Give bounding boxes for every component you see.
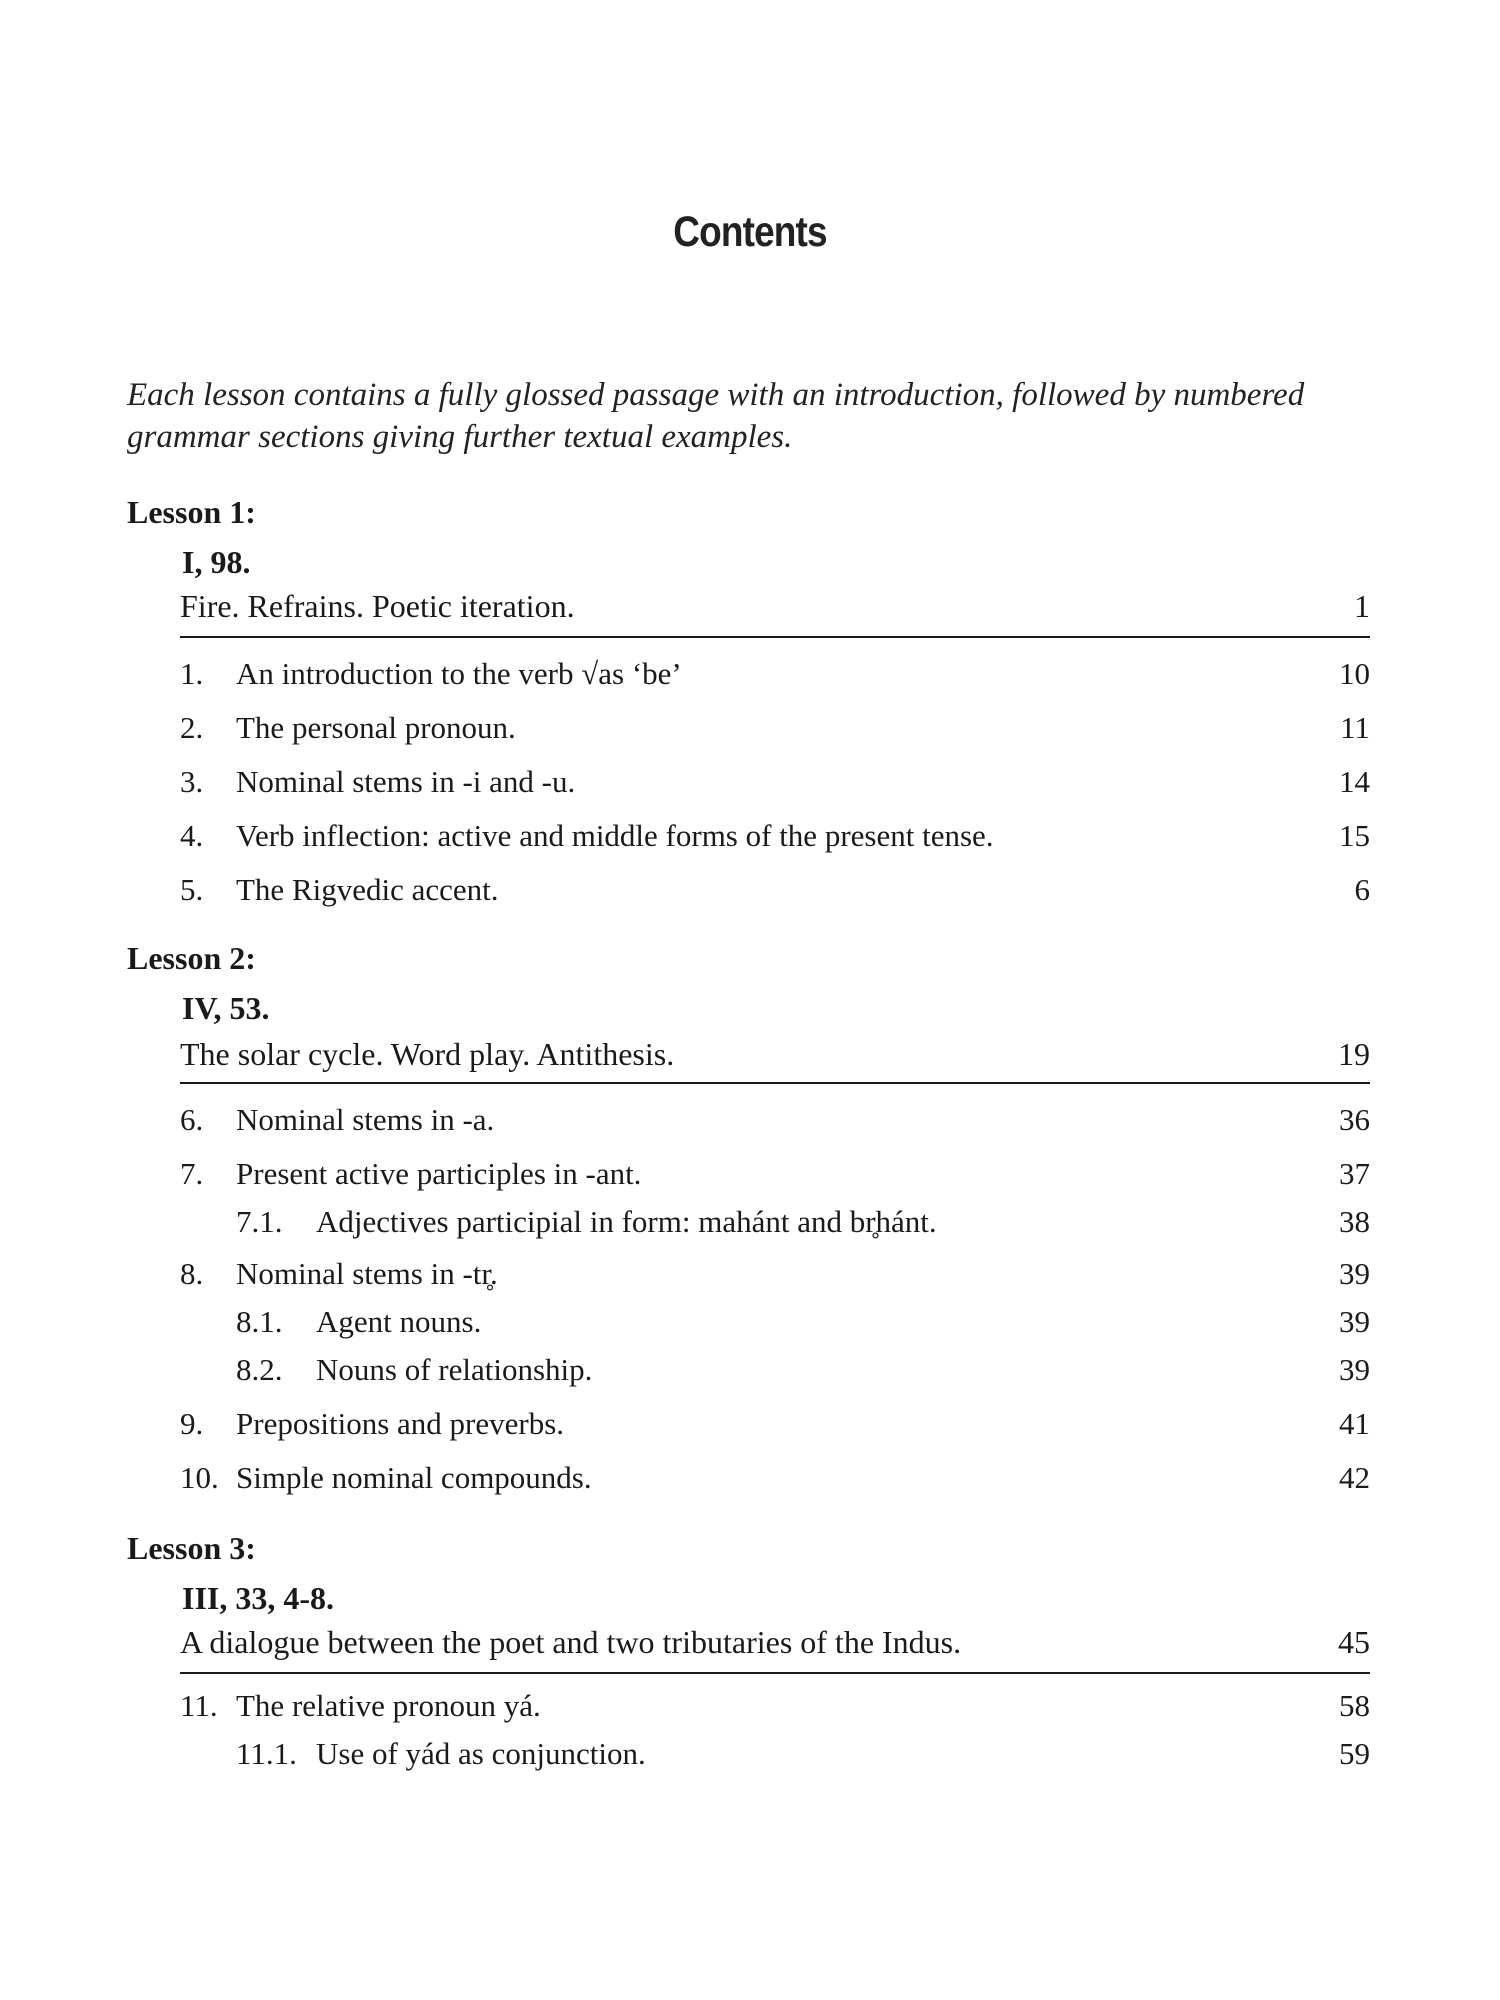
toc-entry-title: Verb inflection: active and middle forms of the present tense. [236,818,994,853]
toc-entry-title: Nominal stems in -i and -u. [236,764,576,799]
lesson-2-passage-page: 19 [1338,1036,1370,1072]
toc-entry-number: 2. [180,710,204,745]
lesson-1-passage-title: Fire. Refrains. Poetic iteration. [180,588,575,624]
toc-entry-number: 7. [180,1156,204,1191]
toc-entry-title: The personal pronoun. [236,710,516,745]
toc-entry-6-page: 36 [1339,1102,1370,1137]
toc-entry-1-page: 10 [1339,656,1370,691]
lesson-3-heading: Lesson 3: [127,1530,256,1566]
toc-entry-number: 8. [180,1256,204,1291]
toc-entry-8-2[interactable] [236,1352,1370,1394]
toc-entry-1[interactable] [180,656,1370,698]
toc-entry-title: Simple nominal compounds. [236,1460,592,1495]
toc-entry-number: 3. [180,764,204,799]
toc-entry-9-page: 41 [1339,1406,1370,1441]
toc-entry-number: 4. [180,818,204,853]
toc-entry-number: 1. [180,656,204,691]
toc-entry-number: 10. [180,1460,219,1495]
toc-entry-2[interactable] [180,710,1370,752]
toc-entry-title: Agent nouns. [316,1304,482,1339]
toc-entry-10[interactable] [180,1460,1370,1502]
toc-entry-11-page: 58 [1339,1688,1370,1723]
toc-entry-3[interactable] [180,764,1370,806]
toc-entry-8[interactable] [180,1256,1370,1298]
toc-entry-7[interactable] [180,1156,1370,1198]
lesson-3-reference: III, 33, 4-8. [182,1580,335,1616]
toc-entry-title: Adjectives participial in form: mahánt and br̥hánt. [316,1204,937,1239]
toc-entry-11[interactable] [180,1688,1370,1730]
toc-entry-title: Nominal stems in -a. [236,1102,495,1137]
toc-entry-title: An introduction to the verb √as ‘be’ [236,656,682,691]
lesson-2-passage-title: The solar cycle. Word play. Antithesis. [180,1036,675,1072]
toc-entry-4-page: 15 [1339,818,1370,853]
toc-entry-number: 6. [180,1102,204,1137]
toc-entry-number: 11.1. [236,1736,297,1771]
toc-entry-number: 5. [180,872,204,907]
lesson-3-divider [180,1672,1370,1674]
toc-entry-number: 11. [180,1688,218,1723]
toc-entry-number: 9. [180,1406,204,1441]
toc-entry-5[interactable] [180,872,1370,914]
toc-entry-number: 8.2. [236,1352,283,1387]
toc-entry-title: Present active participles in -ant. [236,1156,642,1191]
lesson-2-divider [180,1082,1370,1084]
page-title: Contents [673,208,827,256]
toc-entry-3-page: 14 [1339,764,1370,799]
lesson-2-heading: Lesson 2: [127,940,256,976]
lesson-1-passage[interactable] [180,588,1370,630]
toc-entry-title: Nominal stems in -tr̥. [236,1256,498,1291]
toc-entry-11-1-page: 59 [1339,1736,1370,1771]
toc-entry-8-page: 39 [1339,1256,1370,1291]
toc-entry-title: The Rigvedic accent. [236,872,499,907]
toc-entry-2-page: 11 [1340,710,1370,745]
toc-entry-number: 7.1. [236,1204,283,1239]
intro-line-1: Each lesson contains a fully glossed passage with an introduction, followed by numbered [127,377,1305,413]
toc-entry-title: The relative pronoun yá. [236,1688,541,1723]
toc-entry-title: Prepositions and preverbs. [236,1406,565,1441]
intro-line-2: grammar sections giving further textual examples. [127,419,793,455]
intro-note [127,374,1387,458]
toc-entry-8-2-page: 39 [1339,1352,1370,1387]
lesson-1-reference: I, 98. [182,544,251,580]
toc-entry-10-page: 42 [1339,1460,1370,1495]
toc-entry-8-1[interactable] [236,1304,1370,1346]
lesson-1-heading: Lesson 1: [127,494,256,530]
toc-entry-6[interactable] [180,1102,1370,1144]
toc-entry-11-1[interactable] [236,1736,1370,1778]
toc-entry-7-page: 37 [1339,1156,1370,1191]
lesson-3-passage-title: A dialogue between the poet and two tributaries of the Indus. [180,1624,962,1660]
lesson-2-passage[interactable] [180,1036,1370,1078]
lesson-2-reference: IV, 53. [182,990,270,1026]
toc-entry-title: Use of yád as conjunction. [316,1736,646,1771]
lesson-3-passage-page: 45 [1338,1624,1370,1660]
toc-entry-title: Nouns of relationship. [316,1352,593,1387]
toc-entry-7-1[interactable] [236,1204,1370,1246]
lesson-1-divider [180,636,1370,638]
lesson-3-passage[interactable] [180,1624,1370,1666]
toc-entry-5-page: 6 [1354,872,1370,907]
toc-entry-number: 8.1. [236,1304,283,1339]
toc-entry-7-1-page: 38 [1339,1204,1370,1239]
lesson-1-passage-page: 1 [1354,588,1370,624]
toc-entry-8-1-page: 39 [1339,1304,1370,1339]
toc-entry-9[interactable] [180,1406,1370,1448]
toc-entry-4[interactable] [180,818,1370,860]
